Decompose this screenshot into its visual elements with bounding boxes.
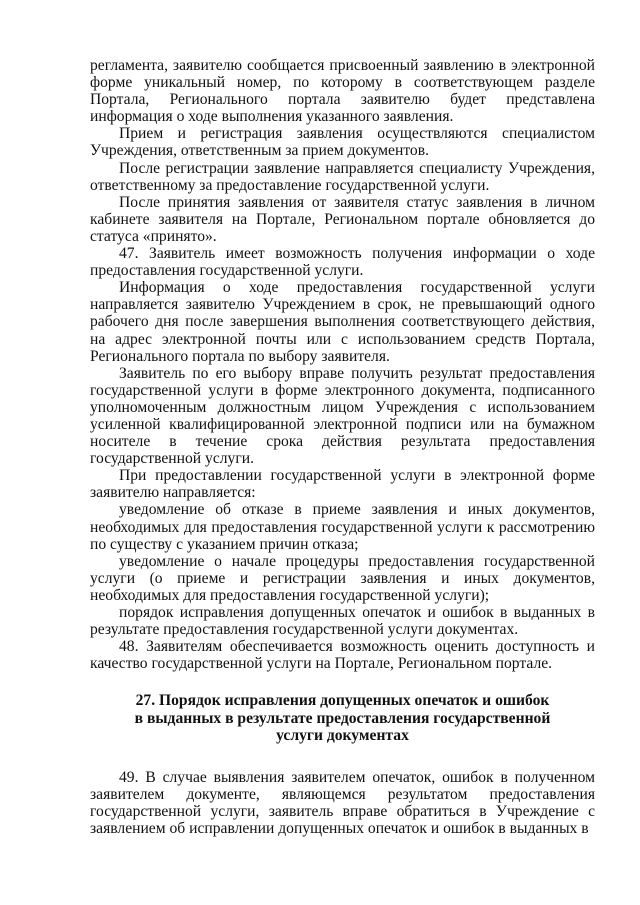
- paragraph: Информация о ходе предоставления государственной услуги направляется заявителю Учреждением в срок, не превышающий одного рабочего дня после завершения выполнения соответствующего действия, на адрес электронной почты или с использованием средств Портала, Регионального портала по выбору заявителя.: [90, 279, 595, 365]
- paragraph: При предоставлении государственной услуги в электронной форме заявителю направляется:: [90, 467, 595, 502]
- section-heading-line: услуги документах: [276, 727, 409, 745]
- paragraph: После регистрации заявление направляется специалисту Учреждения, ответственному за предоставление государственной услуги.: [90, 159, 595, 194]
- list-item: уведомление об отказе в приеме заявления и иных документов, необходимых для предоставления государственной услуги к рассмотрению по существу с указанием причин отказа;: [90, 501, 595, 553]
- paragraph-continuation: регламента, заявителю сообщается присвоенный заявлению в электронной форме уникальный номер, по которому в соответствующем разделе Портала, Регионального портала заявителю будет представлена информация о ходе выполнения указанного заявления.: [90, 57, 595, 126]
- paragraph-item-48: 48. Заявителям обеспечивается возможность оценить доступность и качество государственной услуги на Портале, Региональном портале.: [90, 638, 595, 673]
- paragraph-item-49: 49. В случае выявления заявителем опечаток, ошибок в полученном заявителем документе, являющемся результатом предоставления государственной услуги, заявитель вправе обратиться в Учреждение с заявлением об исправлении допущенных опечаток и ошибок в выданных в: [90, 768, 595, 838]
- list-item: порядок исправления допущенных опечаток и ошибок в выданных в результате предоставления государственной услуги документах.: [90, 604, 595, 639]
- section-heading: [90, 692, 595, 745]
- section-heading-line: в выданных в результате предоставления государственной: [134, 709, 551, 727]
- paragraph: Прием и регистрация заявления осуществляются специалистом Учреждения, ответственным за прием документов.: [90, 125, 595, 160]
- section-heading-line: 27. Порядок исправления допущенных опечаток и ошибок: [135, 692, 550, 710]
- paragraph-item-47: 47. Заявитель имеет возможность получения информации о ходе предоставления государственной услуги.: [90, 245, 595, 280]
- paragraph: Заявитель по его выбору вправе получить результат предоставления государственной услуги в форме электронного документа, подписанного уполномоченным должностным лицом Учреждения с использованием усиленной квалифицированной электронной подписи или на бумажном носителе в течение срока действия результата предоставления государственной услуги.: [90, 364, 595, 468]
- list-item: уведомление о начале процедуры предоставления государственной услуги (о приеме и регистрации заявления и иных документов, необходимых для предоставления государственной услуги);: [90, 552, 595, 604]
- paragraph: После принятия заявления от заявителя статус заявления в личном кабинете заявителя на Портале, Региональном портале обновляется до статуса «принято».: [90, 193, 595, 245]
